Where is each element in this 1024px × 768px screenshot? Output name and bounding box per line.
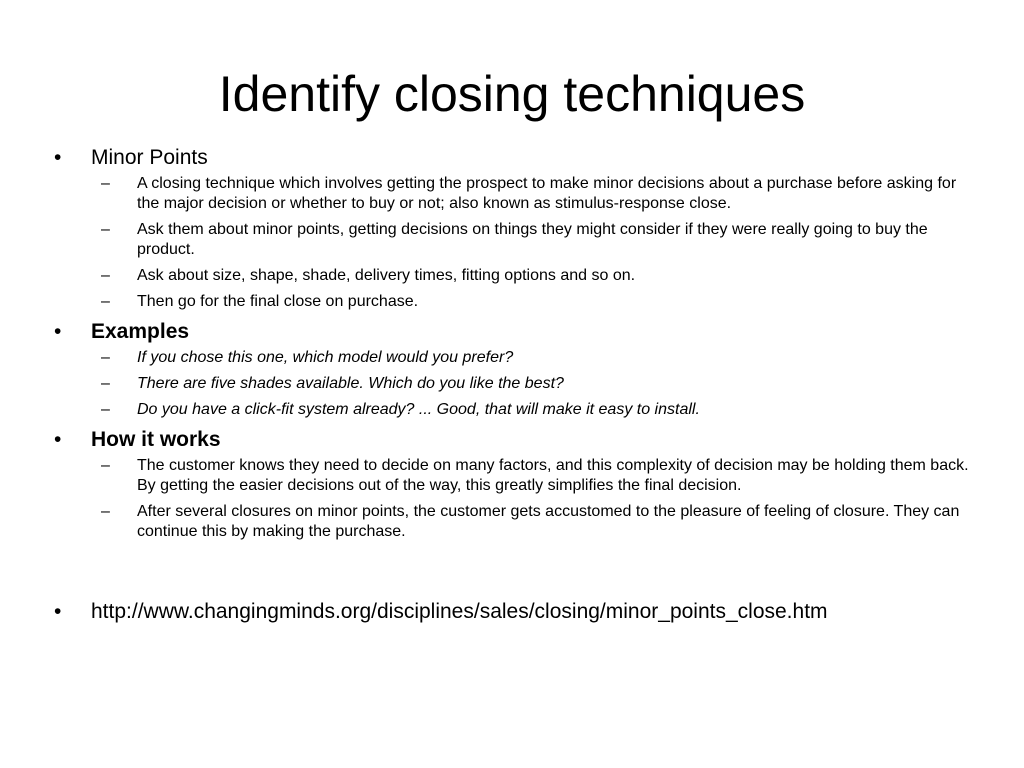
section-how-it-works	[50, 426, 970, 542]
dash-icon: –	[101, 401, 110, 418]
list-item	[91, 292, 970, 312]
list-item-text: Ask about size, shape, shade, delivery times, fitting options and so on.	[137, 267, 636, 284]
dash-icon: –	[101, 457, 110, 474]
list-item-text: The customer knows they need to decide on many factors, and this complexity of decision may be holding them back. By getting the easier decisions out of the way, this greatly simplifies the final decision.	[137, 457, 969, 494]
bullet-icon: •	[54, 428, 62, 451]
slide-title: Identify closing techniques	[218, 66, 806, 122]
list-item-text: A closing technique which involves getting the prospect to make minor decisions about a purchase before asking for the major decision or whether to buy or not; also known as stimulus-response close.	[137, 175, 957, 212]
bullet-icon: •	[54, 320, 62, 343]
list-item	[91, 502, 970, 542]
dash-icon: –	[101, 175, 110, 192]
list-item	[91, 174, 970, 214]
section-heading: Minor Points	[91, 146, 208, 169]
dash-icon: –	[101, 503, 110, 520]
list-item	[91, 348, 970, 368]
sub-list	[91, 174, 970, 312]
list-item	[91, 266, 970, 286]
bullet-icon: •	[54, 146, 62, 169]
dash-icon: –	[101, 293, 110, 310]
section-examples	[50, 318, 970, 420]
section-heading: Examples	[91, 320, 190, 343]
list-item-text: After several closures on minor points, the customer gets accustomed to the pleasure of feeling of closure. They can continue this by making the purchase.	[137, 503, 960, 540]
list-item	[91, 456, 970, 496]
sub-list	[91, 456, 970, 542]
bullet-icon: •	[54, 600, 62, 623]
dash-icon: –	[101, 349, 110, 366]
slide-content	[50, 140, 970, 625]
section-heading: How it works	[91, 428, 221, 451]
list-item-text: There are five shades available. Which do you like the best?	[137, 375, 564, 392]
source-link-item	[50, 598, 970, 625]
list-item-text: If you chose this one, which model would you prefer?	[137, 349, 514, 366]
spacer	[50, 548, 970, 594]
dash-icon: –	[101, 375, 110, 392]
list-item	[91, 374, 970, 394]
dash-icon: –	[101, 267, 110, 284]
list-item-text: Then go for the final close on purchase.	[137, 293, 419, 310]
list-item	[91, 400, 970, 420]
list-item-text: Ask them about minor points, getting decisions on things they might consider if they were really going to buy the product.	[137, 221, 928, 258]
dash-icon: –	[101, 221, 110, 238]
list-item	[91, 220, 970, 260]
source-link[interactable]: http://www.changingminds.org/disciplines/sales/closing/minor_points_close.htm	[91, 600, 828, 623]
sub-list	[91, 348, 970, 420]
list-item-text: Do you have a click-fit system already? ... Good, that will make it easy to install.	[137, 401, 700, 418]
section-minor-points	[50, 144, 970, 312]
